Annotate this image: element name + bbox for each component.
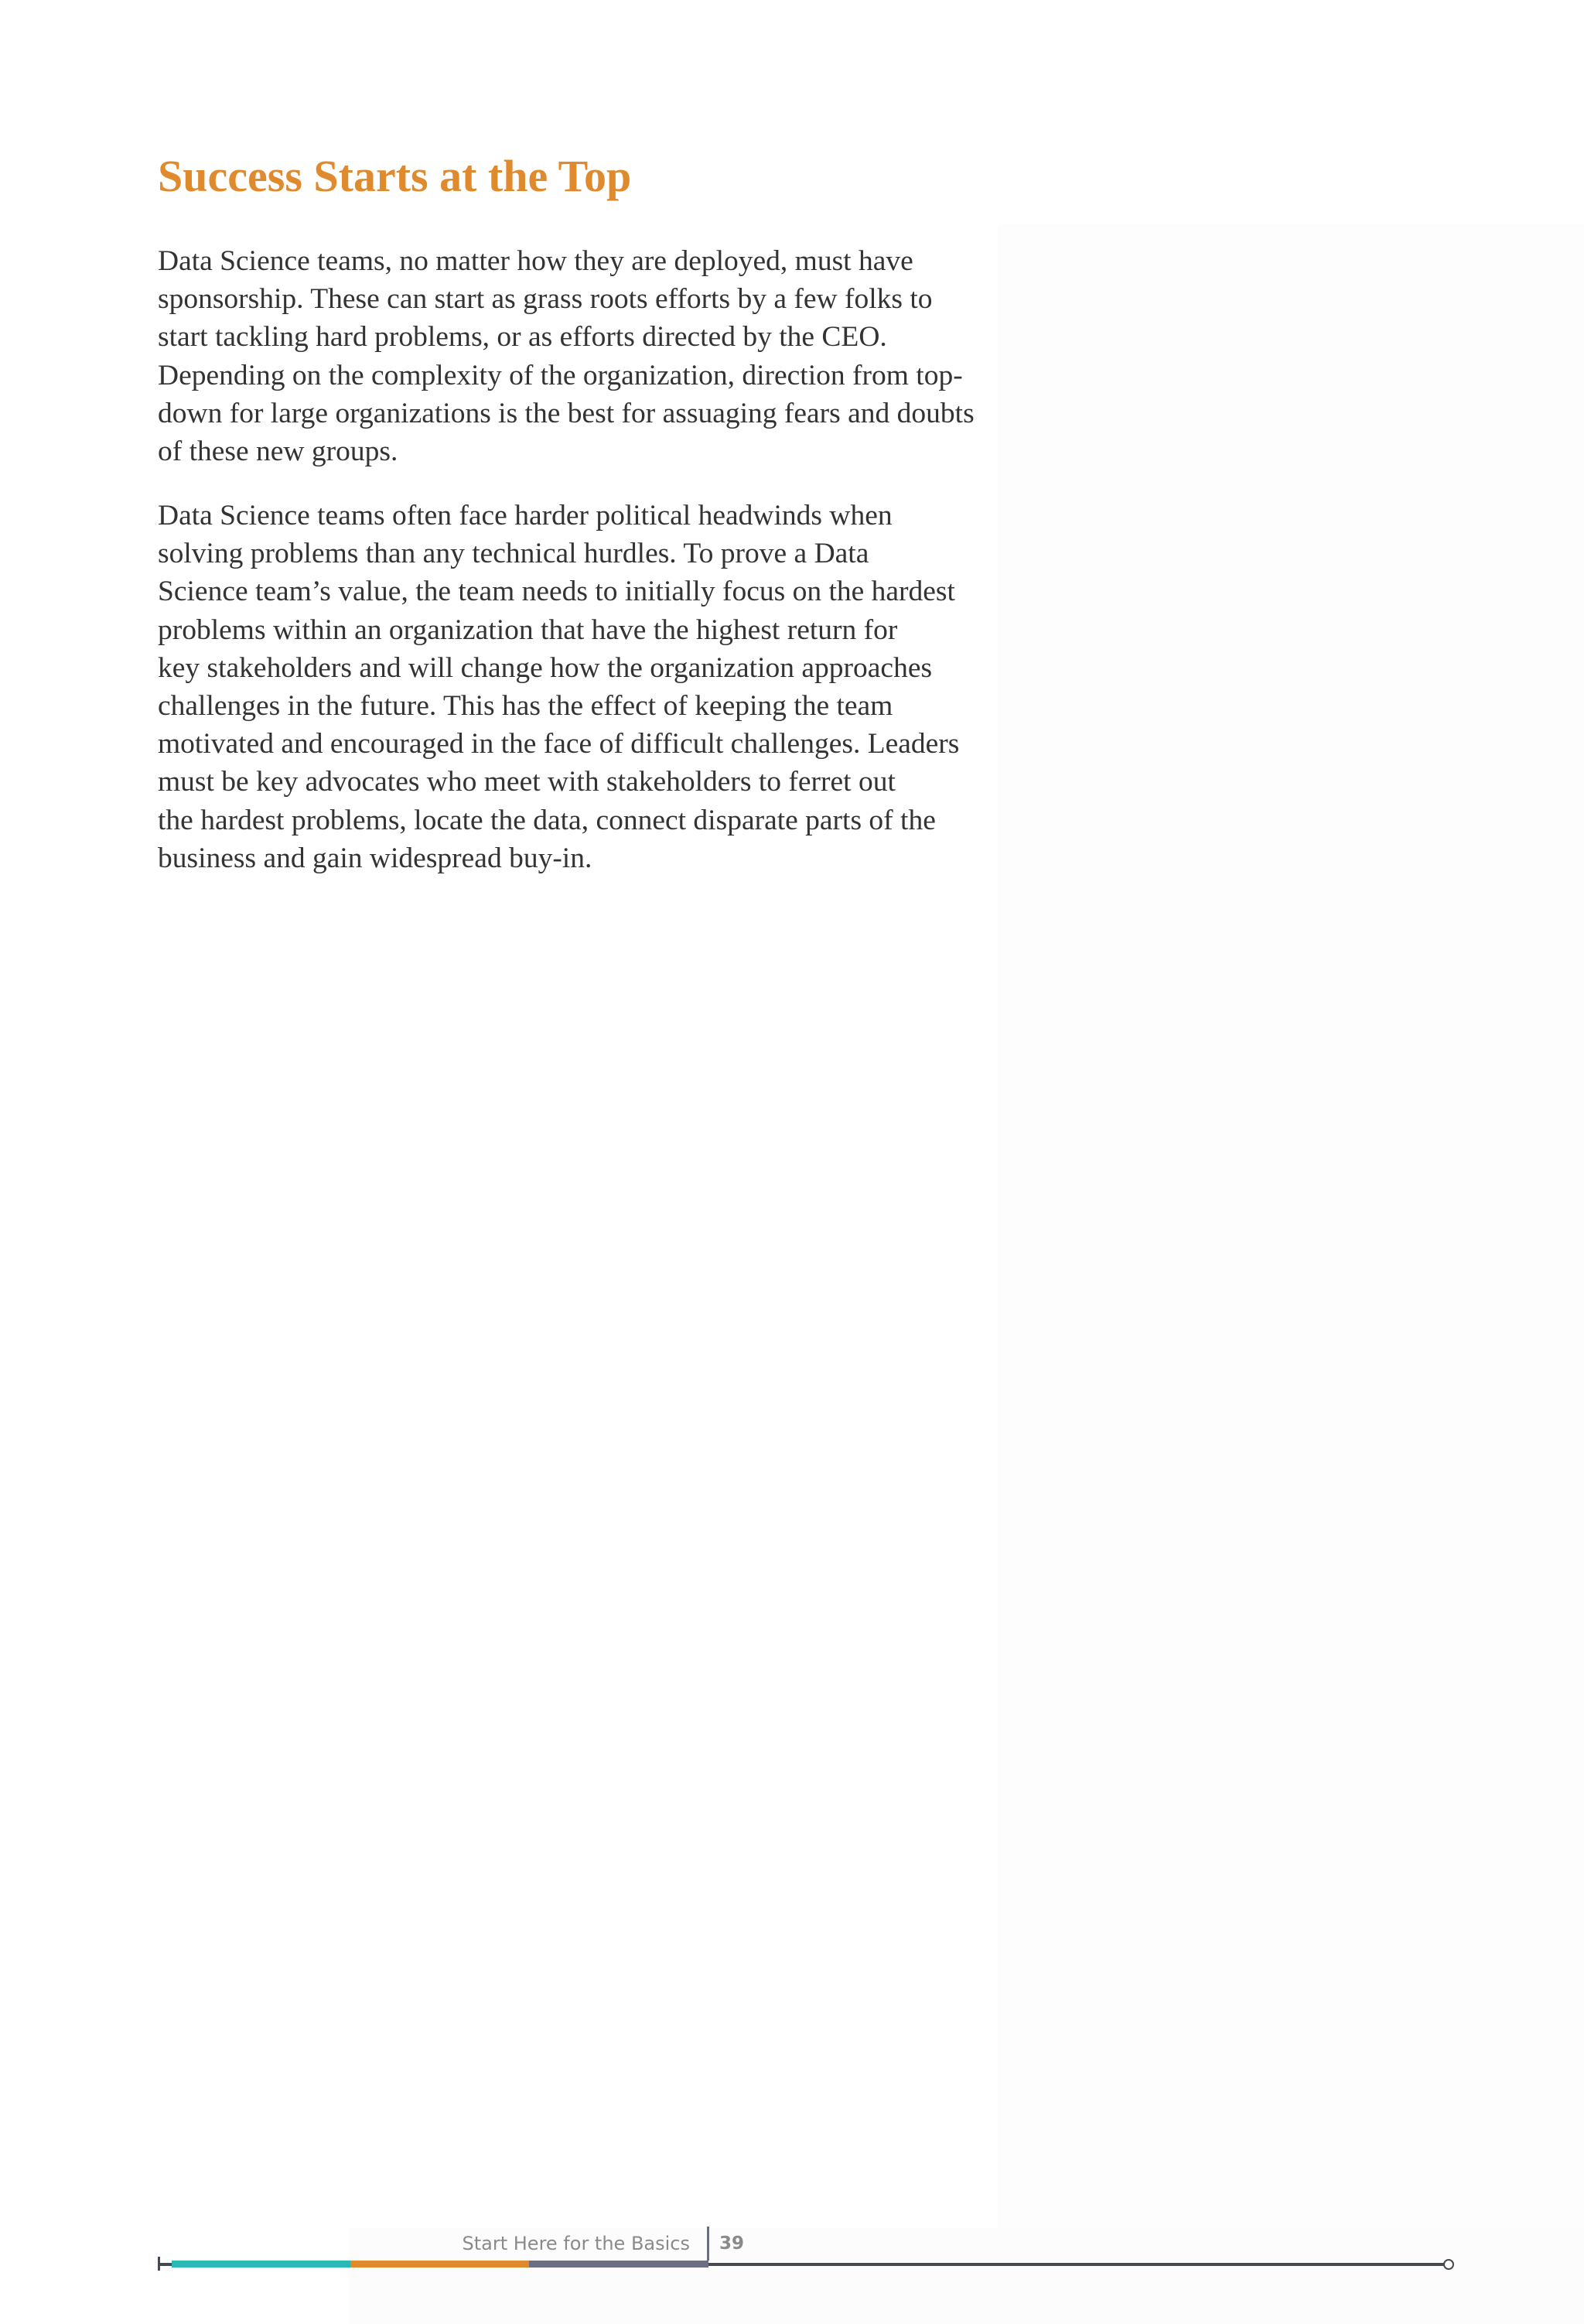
footer-accent-segment-teal bbox=[172, 2261, 350, 2268]
paragraph-line: must be key advocates who meet with stakeholders to ferret out bbox=[158, 766, 896, 798]
paragraph-line: down for large organizations is the best for assuaging fears and doubts bbox=[158, 397, 975, 429]
paragraph-line: the hardest problems, locate the data, connect disparate parts of the bbox=[158, 804, 936, 836]
section-heading: Success Starts at the Top bbox=[158, 151, 632, 201]
page-number: 39 bbox=[719, 2233, 745, 2254]
footer-rule-end-circle bbox=[1443, 2259, 1454, 2270]
paragraph-line: solving problems than any technical hurdles. To prove a Data bbox=[158, 538, 869, 570]
paragraph-line: sponsorship. These can start as grass roots efforts by a few folks to bbox=[158, 283, 933, 316]
paragraph-line: challenges in the future. This has the effect of keeping the team bbox=[158, 690, 893, 723]
footer-accent-segment-orange bbox=[350, 2261, 529, 2268]
paragraph-line: business and gain widespread buy-in. bbox=[158, 842, 592, 874]
footer-divider bbox=[707, 2227, 709, 2261]
paragraph-line: Science team’s value, the team needs to initially focus on the hardest bbox=[158, 576, 955, 608]
footer-accent-segment-slate bbox=[529, 2261, 708, 2268]
paragraph-line: problems within an organization that have the highest return for bbox=[158, 613, 898, 646]
paragraph-2 bbox=[158, 497, 1009, 877]
paragraph-line: motivated and encouraged in the face of difficult challenges. Leaders bbox=[158, 728, 960, 760]
paragraph-line: start tackling hard problems, or as efforts directed by the CEO. bbox=[158, 321, 887, 354]
page-shade bbox=[998, 224, 1584, 2324]
paragraph-1 bbox=[158, 242, 1009, 470]
paragraph-line: of these new groups. bbox=[158, 436, 398, 468]
paragraph-line: key stakeholders and will change how the organization approaches bbox=[158, 651, 933, 684]
footer-section-title: Start Here for the Basics bbox=[462, 2233, 690, 2254]
paragraph-line: Data Science teams often face harder political headwinds when bbox=[158, 500, 893, 531]
paragraph-line: Depending on the complexity of the organization, direction from top- bbox=[158, 359, 963, 391]
paragraph-line: Data Science teams, no matter how they are deployed, must have bbox=[158, 245, 913, 277]
